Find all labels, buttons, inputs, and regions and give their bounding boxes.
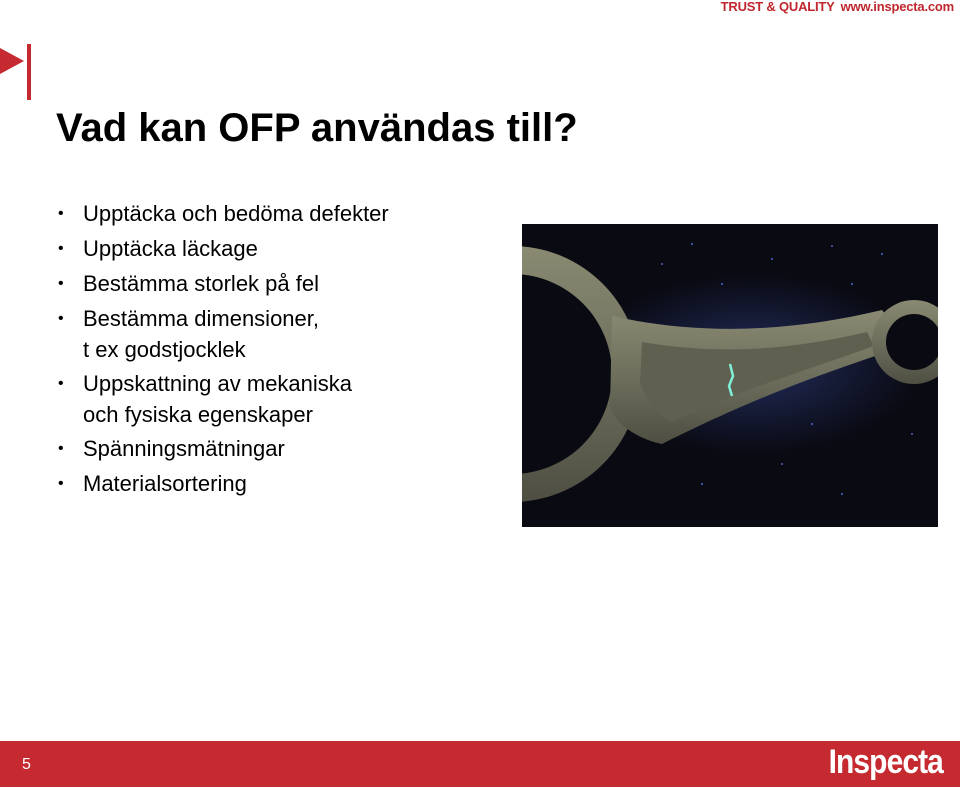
list-item-text: Materialsortering: [83, 471, 247, 496]
list-item: [58, 196, 498, 231]
header-tagline: [721, 0, 954, 14]
inspecta-logo: Inspecta: [828, 743, 943, 781]
list-item-text: Upptäcka och bedöma defekter: [83, 201, 389, 226]
list-item: [58, 231, 498, 266]
footer-bar: [0, 741, 960, 787]
bullet-list: [58, 196, 498, 501]
list-item: [58, 366, 498, 431]
list-item: [58, 466, 498, 501]
list-item: [58, 266, 498, 301]
list-item-text: Bestämma storlek på fel: [83, 271, 319, 296]
list-item-text: Bestämma dimensioner,: [83, 306, 319, 331]
list-item: [58, 431, 498, 466]
list-item-text: Spänningsmätningar: [83, 436, 285, 461]
list-item-text-continued: och fysiska egenskaper: [83, 402, 313, 427]
page-title: Vad kan OFP användas till?: [56, 106, 578, 150]
connecting-rod-photo: [522, 224, 938, 527]
list-item: [58, 301, 498, 366]
tagline-text: TRUST & QUALITY: [720, 0, 835, 14]
list-item-text-continued: t ex godstjocklek: [83, 337, 246, 362]
play-arrow-icon: [0, 44, 34, 102]
website-url: www.inspecta.com: [840, 0, 954, 14]
list-item-text: Uppskattning av mekaniska: [83, 371, 353, 396]
page-number: 5: [22, 756, 31, 773]
list-item-text: Upptäcka läckage: [83, 236, 258, 261]
